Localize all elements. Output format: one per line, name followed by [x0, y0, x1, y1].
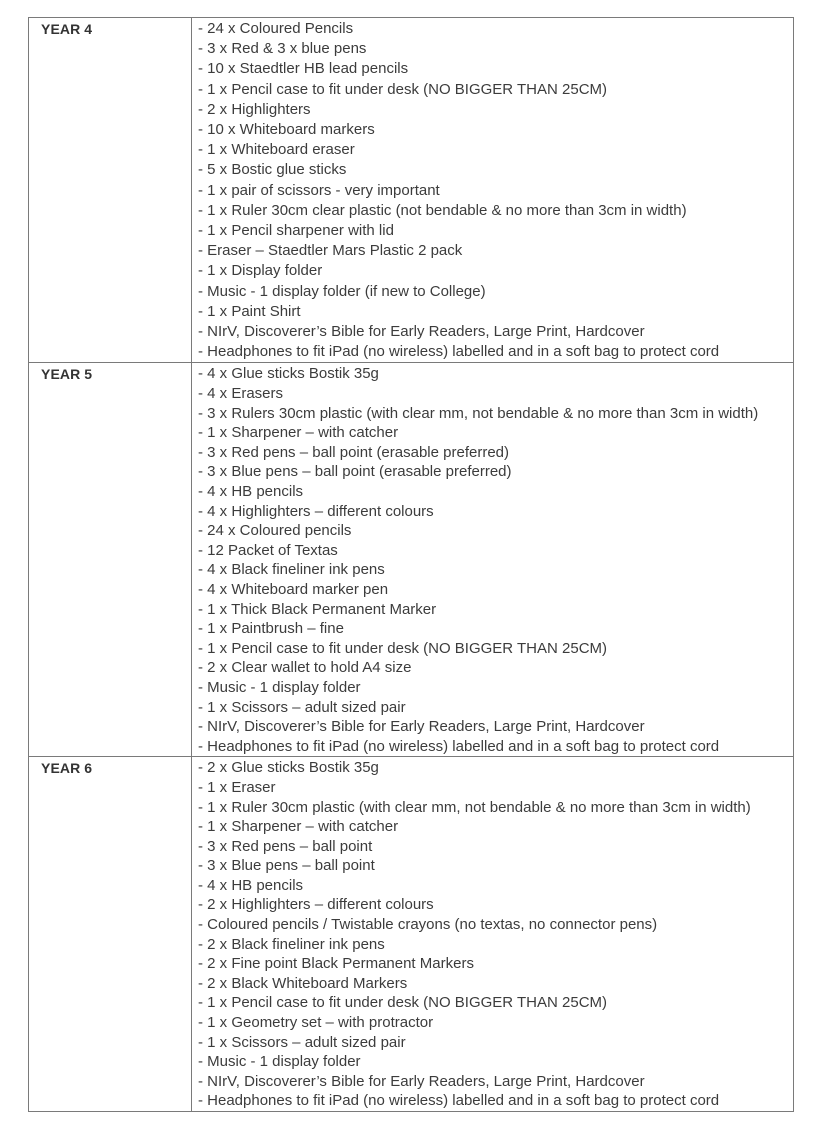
- list-item: - 1 x Pencil case to fit under desk (NO BIGGER THAN 25CM): [198, 639, 608, 657]
- item-list: [198, 364, 793, 756]
- list-item: - 1 x Thick Black Permanent Marker: [198, 600, 437, 618]
- items-cell: [192, 757, 794, 1112]
- list-item: - 2 x Black Whiteboard Markers: [198, 974, 408, 992]
- table-row: [29, 363, 794, 757]
- item-list: [198, 758, 793, 1111]
- year-label: YEAR 6: [29, 757, 192, 1112]
- list-item: - 4 x HB pencils: [198, 483, 304, 501]
- list-item: - 12 Packet of Textas: [198, 541, 338, 559]
- list-item: - 5 x Bostic glue sticks: [198, 161, 347, 179]
- list-item: - 4 x Whiteboard marker pen: [198, 580, 389, 598]
- list-item: - Music - 1 display folder (if new to College): [198, 282, 486, 300]
- list-item: - 2 x Highlighters – different colours: [198, 896, 434, 914]
- list-item: - Music - 1 display folder: [198, 678, 361, 696]
- list-item: - 3 x Red pens – ball point (erasable preferred): [198, 443, 510, 461]
- list-item: - 1 x Sharpener – with catcher: [198, 424, 399, 442]
- list-item: - 2 x Clear wallet to hold A4 size: [198, 659, 412, 677]
- table-row: [29, 18, 794, 363]
- list-item: - Eraser – Staedtler Mars Plastic 2 pack: [198, 242, 463, 260]
- list-item: - 2 x Fine point Black Permanent Markers: [198, 955, 474, 973]
- list-item: - 1 x Display folder: [198, 262, 323, 280]
- list-item: - 4 x Black fineliner ink pens: [198, 561, 385, 579]
- list-item: - NIrV, Discoverer’s Bible for Early Readers, Large Print, Hardcover: [198, 323, 645, 341]
- list-item: - NIrV, Discoverer’s Bible for Early Readers, Large Print, Hardcover: [198, 718, 645, 736]
- list-item: - 1 x pair of scissors - very important: [198, 181, 440, 199]
- list-item: - Headphones to fit iPad (no wireless) labelled and in a soft bag to protect cord: [198, 737, 720, 755]
- list-item: - 1 x Whiteboard eraser: [198, 141, 355, 159]
- list-item: - 1 x Paintbrush – fine: [198, 620, 344, 638]
- list-item: - Coloured pencils / Twistable crayons (no textas, no connector pens): [198, 916, 658, 934]
- list-item: - 4 x Erasers: [198, 385, 284, 403]
- list-item: - 2 x Highlighters: [198, 100, 311, 118]
- list-item: - 1 x Eraser: [198, 778, 276, 796]
- list-item: - 3 x Rulers 30cm plastic (with clear mm, not bendable & no more than 3cm in width): [198, 404, 759, 422]
- list-item: - 4 x Highlighters – different colours: [198, 502, 434, 520]
- list-item: - 1 x Pencil sharpener with lid: [198, 222, 394, 240]
- list-item: - 4 x Glue sticks Bostik 35g: [198, 365, 379, 383]
- item-list: [198, 19, 793, 362]
- list-item: - 3 x Blue pens – ball point (erasable preferred): [198, 463, 512, 481]
- list-item: - 1 x Scissors – adult sized pair: [198, 698, 406, 716]
- list-item: - Headphones to fit iPad (no wireless) labelled and in a soft bag to protect cord: [198, 1092, 720, 1110]
- list-item: - 1 x Ruler 30cm clear plastic (not bendable & no more than 3cm in width): [198, 201, 687, 219]
- list-item: - 1 x Geometry set – with protractor: [198, 1014, 434, 1032]
- year-label: YEAR 5: [29, 363, 192, 757]
- list-item: - Music - 1 display folder: [198, 1053, 361, 1071]
- list-item: - 1 x Paint Shirt: [198, 302, 301, 320]
- list-item: - 3 x Red & 3 x blue pens: [198, 40, 367, 58]
- list-item: - 10 x Whiteboard markers: [198, 121, 375, 139]
- list-item: - 4 x HB pencils: [198, 876, 304, 894]
- list-item: - 10 x Staedtler HB lead pencils: [198, 60, 409, 78]
- year-label: YEAR 4: [29, 18, 192, 363]
- list-item: - 3 x Red pens – ball point: [198, 837, 373, 855]
- items-cell: [192, 18, 794, 363]
- list-item: - 1 x Scissors – adult sized pair: [198, 1033, 406, 1051]
- stationery-list-table: [28, 17, 794, 1112]
- table-row: [29, 757, 794, 1112]
- list-item: - 24 x Coloured pencils: [198, 522, 352, 540]
- list-item: - 24 x Coloured Pencils: [198, 20, 354, 37]
- items-cell: [192, 363, 794, 757]
- document-page: [28, 17, 794, 1112]
- list-item: - 3 x Blue pens – ball point: [198, 857, 375, 875]
- list-item: - 1 x Ruler 30cm plastic (with clear mm, not bendable & no more than 3cm in width): [198, 798, 751, 816]
- list-item: - 1 x Pencil case to fit under desk (NO BIGGER THAN 25CM): [198, 994, 608, 1012]
- list-item: - 2 x Black fineliner ink pens: [198, 935, 385, 953]
- list-item: - Headphones to fit iPad (no wireless) labelled and in a soft bag to protect cord: [198, 343, 720, 361]
- list-item: - 1 x Pencil case to fit under desk (NO BIGGER THAN 25CM): [198, 80, 608, 98]
- list-item: - 1 x Sharpener – with catcher: [198, 818, 399, 836]
- list-item: - NIrV, Discoverer’s Bible for Early Readers, Large Print, Hardcover: [198, 1072, 645, 1090]
- list-item: - 2 x Glue sticks Bostik 35g: [198, 759, 379, 777]
